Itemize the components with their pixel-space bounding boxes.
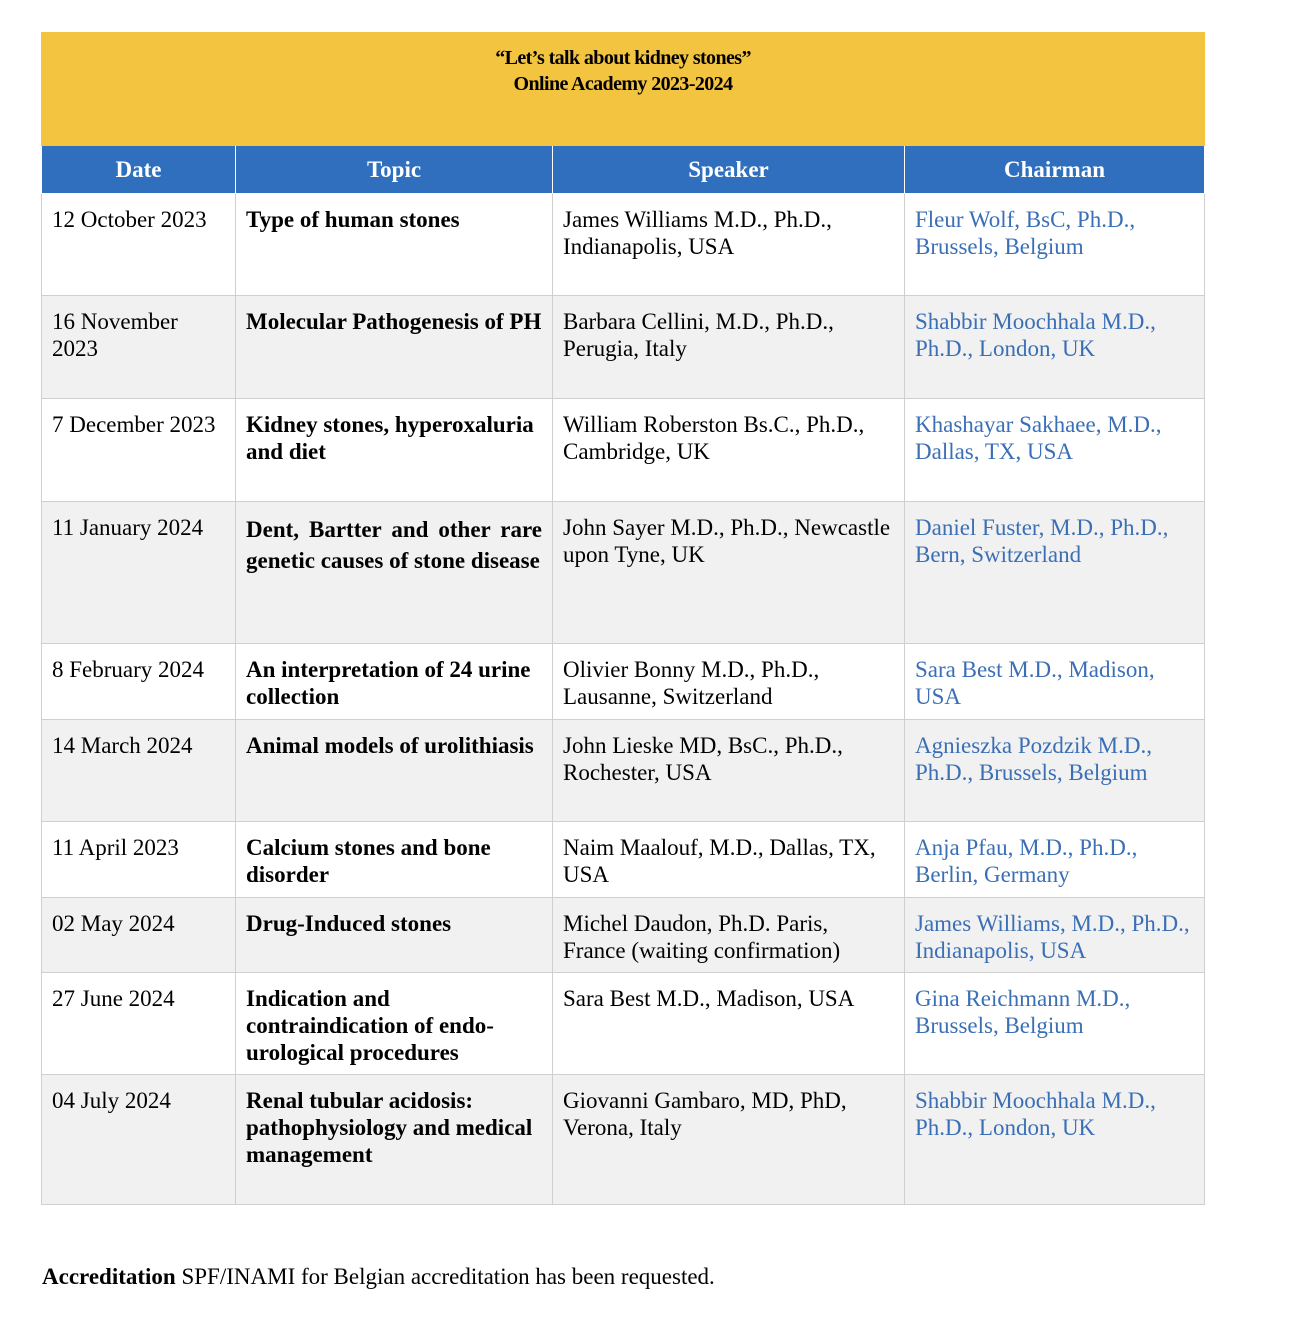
session-topic: Molecular Pathogenesis of PH (236, 296, 553, 399)
table-row (42, 720, 1205, 822)
table-row (42, 644, 1205, 720)
session-chairman: Daniel Fuster, M.D., Ph.D., Bern, Switzerland (905, 502, 1205, 644)
session-date: 02 May 2024 (42, 898, 236, 973)
table-row (42, 822, 1205, 898)
session-speaker: Naim Maalouf, M.D., Dallas, TX, USA (553, 822, 905, 898)
session-date: 11 January 2024 (42, 502, 236, 644)
session-topic: Calcium stones and bone disorder (236, 822, 553, 898)
session-date: 8 February 2024 (42, 644, 236, 720)
table-row (42, 194, 1205, 296)
session-topic: Renal tubular acidosis: pathophysiology and medical management (236, 1075, 553, 1205)
session-speaker: William Roberston Bs.C., Ph.D., Cambridge, UK (553, 399, 905, 502)
session-date: 7 December 2023 (42, 399, 236, 502)
column-header-row (42, 146, 1205, 194)
session-speaker: John Lieske MD, BsC., Ph.D., Rochester, USA (553, 720, 905, 822)
session-chairman: Shabbir Moochhala M.D., Ph.D., London, UK (905, 296, 1205, 399)
accreditation-text: SPF/INAMI for Belgian accreditation has been requested. (175, 1264, 715, 1289)
session-chairman: Sara Best M.D., Madison, USA (905, 644, 1205, 720)
column-header-topic: Topic (236, 146, 553, 194)
session-speaker: John Sayer M.D., Ph.D., Newcastle upon Tyne, UK (553, 502, 905, 644)
session-speaker: Giovanni Gambaro, MD, PhD, Verona, Italy (553, 1075, 905, 1205)
column-header-chairman: Chairman (905, 146, 1205, 194)
table-row (42, 898, 1205, 973)
session-date: 16 November 2023 (42, 296, 236, 399)
table-row (42, 973, 1205, 1075)
session-speaker: Michel Daudon, Ph.D. Paris, France (waiting confirmation) (553, 898, 905, 973)
column-header-speaker: Speaker (553, 146, 905, 194)
session-speaker: Sara Best M.D., Madison, USA (553, 973, 905, 1075)
program-title: “Let’s talk about kidney stones” (495, 47, 751, 69)
session-speaker: Olivier Bonny M.D., Ph.D., Lausanne, Switzerland (553, 644, 905, 720)
session-topic: Indication and contraindication of endo-urological procedures (236, 973, 553, 1075)
session-topic: Dent, Bartter and other rare genetic causes of stone disease (236, 502, 553, 644)
table-row (42, 502, 1205, 644)
table-row (42, 296, 1205, 399)
session-chairman: Shabbir Moochhala M.D., Ph.D., London, UK (905, 1075, 1205, 1205)
program-subtitle: Online Academy 2023-2024 (513, 73, 733, 95)
session-date: 12 October 2023 (42, 194, 236, 296)
session-chairman: Agnieszka Pozdzik M.D., Ph.D., Brussels, Belgium (905, 720, 1205, 822)
program-banner (42, 33, 1205, 146)
session-speaker: Barbara Cellini, M.D., Ph.D., Perugia, Italy (553, 296, 905, 399)
session-topic: Type of human stones (236, 194, 553, 296)
session-date: 04 July 2024 (42, 1075, 236, 1205)
table-row (42, 399, 1205, 502)
program-table (41, 32, 1205, 1205)
session-date: 27 June 2024 (42, 973, 236, 1075)
banner-row (42, 33, 1205, 146)
session-topic: Drug-Induced stones (236, 898, 553, 973)
session-chairman: Fleur Wolf, BsC, Ph.D., Brussels, Belgium (905, 194, 1205, 296)
session-topic: Animal models of urolithiasis (236, 720, 553, 822)
session-chairman: Gina Reichmann M.D., Brussels, Belgium (905, 973, 1205, 1075)
session-chairman: James Williams, M.D., Ph.D., Indianapolis, USA (905, 898, 1205, 973)
session-topic: Kidney stones, hyperoxaluria and diet (236, 399, 553, 502)
column-header-date: Date (42, 146, 236, 194)
table-row (42, 1075, 1205, 1205)
accreditation-note (42, 1263, 715, 1291)
session-speaker: James Williams M.D., Ph.D., Indianapolis, USA (553, 194, 905, 296)
session-topic: An interpretation of 24 urine collection (236, 644, 553, 720)
session-chairman: Khashayar Sakhaee, M.D., Dallas, TX, USA (905, 399, 1205, 502)
session-date: 14 March 2024 (42, 720, 236, 822)
accreditation-label: Accreditation (42, 1264, 176, 1289)
session-chairman: Anja Pfau, M.D., Ph.D., Berlin, Germany (905, 822, 1205, 898)
session-date: 11 April 2023 (42, 822, 236, 898)
